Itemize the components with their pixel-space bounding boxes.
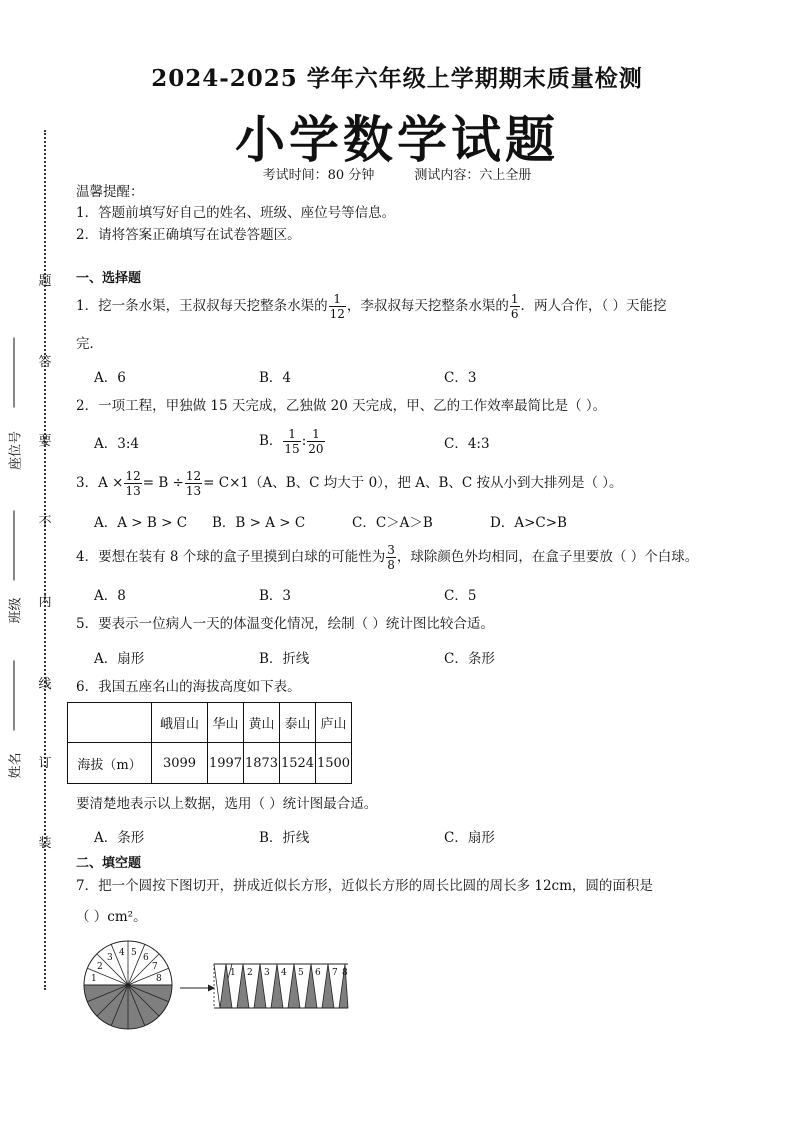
q1-text-a: 1．挖一条水渠，王叔叔每天挖整条水渠的 xyxy=(76,298,328,314)
option: C．条形 xyxy=(444,651,495,667)
question-4: 4．要想在装有 8 个球的盒子里摸到白球的可能性为 $\frac{3}{8}$ ，球除颜色外均相同，在盒子里要放（ ）个白球。 xyxy=(76,543,699,572)
option: C．C＞A＞B xyxy=(352,515,433,531)
rect-label: 2 xyxy=(247,968,253,978)
binding-dotted-line xyxy=(44,130,46,990)
name-line xyxy=(14,661,15,731)
q1-continuation: 完． xyxy=(76,336,103,352)
option: A．扇形 xyxy=(94,651,145,667)
section-title: 二、填空题 xyxy=(76,856,142,871)
q1-fraction-1: $\frac{1}{12}$ xyxy=(329,292,345,321)
binding-char: 要 xyxy=(38,434,52,449)
binding-char: 装 xyxy=(38,836,52,851)
option: B．B > A > C xyxy=(212,515,306,531)
question-5: 5．要表示一位病人一天的体温变化情况，绘制（ ）统计图比较合适。 xyxy=(76,616,494,632)
circle-label: 3 xyxy=(107,953,113,963)
exam-title: 2024-2025 学年六年级上学期期末质量检测 xyxy=(151,65,643,92)
circle-label: 1 xyxy=(91,974,97,984)
reminder-item: 2．请将答案正确填写在试卷答题区。 xyxy=(76,227,301,243)
option: D．A>C>B xyxy=(490,515,567,531)
table-header-cell: 庐山 xyxy=(316,703,352,743)
option: B．3 xyxy=(259,588,292,604)
q6-question: 要清楚地表示以上数据，选用（ ）统计图最合适。 xyxy=(76,796,378,812)
binding-char: 订 xyxy=(38,756,52,771)
rect-label: 4 xyxy=(281,968,287,978)
exam-content: 测试内容：六上全册 xyxy=(414,168,532,183)
table-cell: 1500 xyxy=(316,743,352,784)
option: C．扇形 xyxy=(444,830,495,846)
q7-continuation: （ ）cm²。 xyxy=(76,909,147,925)
rectangle-diagram xyxy=(213,964,348,1008)
table-header-cell: 泰山 xyxy=(280,703,316,743)
option: B．4 xyxy=(259,370,292,386)
circle-label: 7 xyxy=(152,962,158,972)
exam-time: 考试时间：80 分钟 xyxy=(262,168,375,183)
binding-char: 线 xyxy=(38,677,52,692)
circle-label: 5 xyxy=(131,948,137,958)
circle-label: 8 xyxy=(156,974,162,984)
option: A．3:4 xyxy=(94,436,139,452)
binding-char: 内 xyxy=(38,595,52,610)
q1-fraction-2: $\frac{1}{6}$ xyxy=(510,292,519,321)
table-header-cell: 峨眉山 xyxy=(152,703,208,743)
rect-label: 8 xyxy=(342,968,348,978)
option: B．折线 xyxy=(259,651,310,667)
option: A．A > B > C xyxy=(94,515,188,531)
rect-label: 7 xyxy=(332,968,338,978)
table-header-cell xyxy=(68,703,152,743)
option: A．6 xyxy=(94,370,126,386)
rect-label: 1 xyxy=(230,968,236,978)
seat-number-label: 座位号 xyxy=(8,431,24,471)
circle-label: 4 xyxy=(119,948,125,958)
rect-label: 5 xyxy=(298,968,304,978)
circle-cut-figure xyxy=(80,938,360,1030)
binding-char: 题 xyxy=(38,274,52,289)
binding-char: 不 xyxy=(38,515,52,530)
option: B．折线 xyxy=(259,830,310,846)
option: C．4:3 xyxy=(444,436,490,452)
table-cell: 3099 xyxy=(152,743,208,784)
option: C．3 xyxy=(444,370,477,386)
question-3: 3．A × $\frac{12}{13}$ = B ÷ $\frac{12}{13}$ = C×1（A、B、C 均大于 0），把 A、B、C 按从小到大排列是（ ）。 xyxy=(76,469,623,498)
option: B． $\frac{1}{15}$ : $\frac{1}{20}$ xyxy=(259,427,324,456)
main-title: 小学数学试题 xyxy=(235,110,559,169)
question-1 xyxy=(76,289,667,323)
reminder-item: 1．答题前填写好自己的姓名、班级、座位号等信息。 xyxy=(76,205,396,221)
rect-label: 3 xyxy=(264,968,270,978)
rect-label: 6 xyxy=(315,968,321,978)
arrow xyxy=(180,985,215,992)
class-line xyxy=(14,511,15,581)
table-row-label: 海拔（m） xyxy=(68,743,152,784)
option: A．8 xyxy=(94,588,126,604)
question-6: 6．我国五座名山的海拔高度如下表。 xyxy=(76,679,301,695)
section-title: 一、选择题 xyxy=(76,271,142,286)
option: A．条形 xyxy=(94,830,145,846)
circle-label: 2 xyxy=(97,962,103,972)
question-2: 2．一项工程，甲独做 15 天完成，乙独做 20 天完成，甲、乙的工作效率最简比是（ ）。 xyxy=(76,398,607,414)
reminder-title: 温馨提醒： xyxy=(76,184,144,200)
option: C．5 xyxy=(444,588,477,604)
question-7: 7．把一个圆按下图切开，拼成近似长方形，近似长方形的周长比圆的周长多 12cm，圆的面积是 xyxy=(76,878,653,894)
mountain-table xyxy=(67,702,352,784)
table-cell: 1524 xyxy=(280,743,316,784)
class-label: 班级 xyxy=(8,597,24,624)
table-header-cell: 黄山 xyxy=(244,703,280,743)
table-cell: 1873 xyxy=(244,743,280,784)
circle-diagram xyxy=(84,941,172,1029)
table-header-cell: 华山 xyxy=(208,703,244,743)
q1-text-b: ，李叔叔每天挖整条水渠的 xyxy=(346,298,509,314)
q1-text-c: ．两人合作，（ ）天能挖 xyxy=(520,298,667,314)
name-label: 姓名 xyxy=(8,752,24,779)
seat-number-line xyxy=(14,338,15,408)
table-cell: 1997 xyxy=(208,743,244,784)
binding-char: 答 xyxy=(38,355,52,370)
exam-meta xyxy=(0,164,794,183)
circle-label: 6 xyxy=(143,953,149,963)
